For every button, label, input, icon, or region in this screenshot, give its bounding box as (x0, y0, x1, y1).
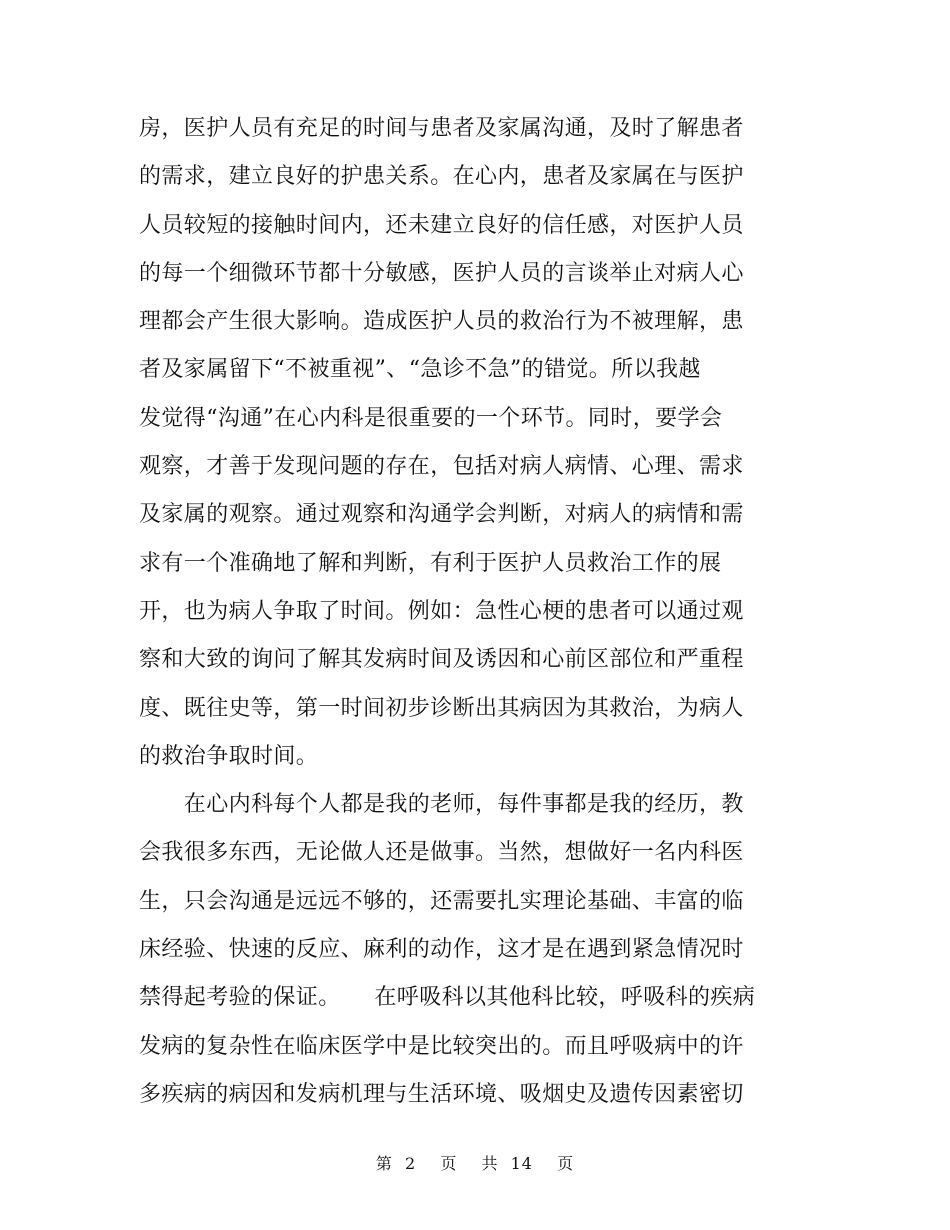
text-line: 的救治争取时间。 (139, 743, 319, 769)
text-line: 人员较短的接触时间内，还未建立良好的信任感，对医护人员 (139, 212, 744, 238)
text-line: 及家属的观察。通过观察和沟通学会判断，对病人的病情和需 (139, 502, 744, 528)
text-line: 者及家属留下“不被重视”、“急诊不急”的错觉。所以我越 (139, 357, 701, 383)
text-line: 理都会产生很大影响。造成医护人员的救治行为不被理解，患 (139, 309, 744, 335)
text-line: 多疾病的病因和发病机理与生活环境、吸烟史及遗传因素密切 (139, 1081, 744, 1107)
text-line: 开，也为病人争取了时间。例如：急性心梗的患者可以通过观 (139, 598, 744, 624)
text-line: 的每一个细微环节都十分敏感，医护人员的言谈举止对病人心 (139, 260, 744, 286)
text-line: 房，医护人员有充足的时间与患者及家属沟通，及时了解患者 (139, 116, 744, 141)
text-line: 生，只会沟通是远远不够的，还需要扎实理论基础、丰富的临 (139, 888, 744, 914)
body-text (139, 105, 769, 1119)
text-line: 观察，才善于发现问题的存在，包括对病人病情、心理、需求 (139, 454, 744, 480)
text-line: 床经验、快速的反应、麻利的动作，这才是在遇到紧急情况时 (139, 937, 744, 963)
text-line: 在心内科每个人都是我的老师，每件事都是我的经历，教 (139, 792, 744, 818)
page-number-footer: 第 2 页 共 14 页 (375, 1154, 575, 1173)
text-line: 的需求，建立良好的护患关系。在心内，患者及家属在与医护 (139, 164, 744, 190)
text-line: 发觉得“沟通”在心内科是很重要的一个环节。同时，要学会 (139, 405, 723, 431)
text-line: 会我很多东西，无论做人还是做事。当然，想做好一名内科医 (139, 840, 744, 866)
text-line: 发病的复杂性在临床医学中是比较突出的。而且呼吸病中的许 (139, 1033, 744, 1059)
text-line: 禁得起考验的保证。 在呼吸科以其他科比较，呼吸科的疾病 (139, 985, 756, 1011)
text-line: 度、既往史等，第一时间初步诊断出其病因为其救治，为病人 (139, 695, 744, 721)
text-line: 求有一个准确地了解和判断，有利于医护人员救治工作的展 (139, 550, 722, 576)
text-line: 察和大致的询问了解其发病时间及诱因和心前区部位和严重程 (139, 647, 744, 673)
